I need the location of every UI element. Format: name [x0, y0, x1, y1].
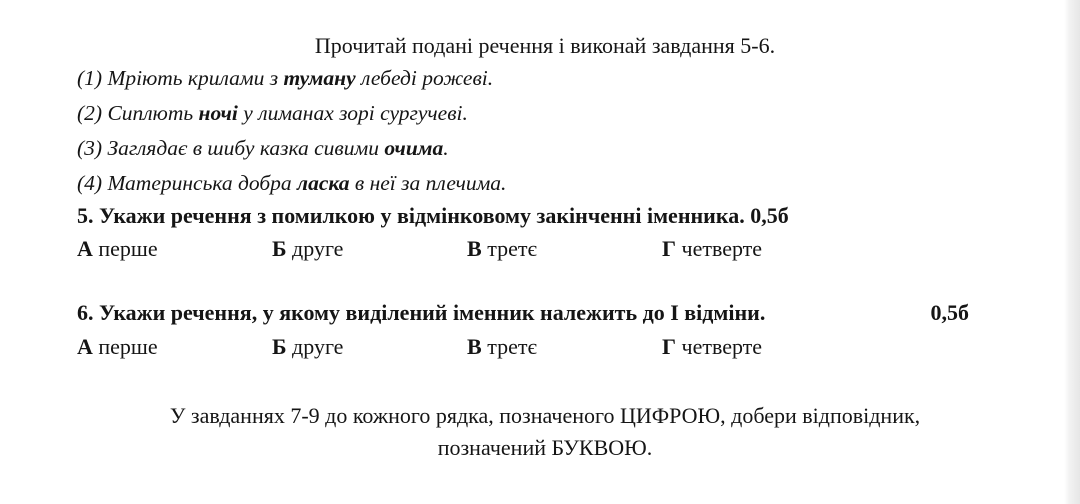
q5-option-a-text: перше [98, 236, 158, 261]
q5-option-b-letter: Б [272, 236, 287, 261]
q5-option-b[interactable] [272, 236, 343, 262]
question-5: 5. Укажи речення з помилкою у відмінковому закінченні іменника. 0,5б [77, 203, 789, 228]
sentence-2-after: у лиманах зорі сургучеві. [237, 101, 468, 125]
sentence-2-bold-noun: ночі [198, 101, 238, 125]
sentence-1-after: лебеді рожеві. [355, 66, 494, 90]
q6-option-b-text: друге [292, 334, 344, 359]
q6-option-c-letter: В [467, 334, 482, 359]
question-6-text: 6. Укажи речення, у якому виділений іменник належить до І відміни. [77, 300, 766, 325]
q5-option-a-letter: А [77, 236, 93, 261]
q5-option-d-letter: Г [662, 236, 676, 261]
q6-option-d[interactable] [662, 334, 762, 360]
q6-option-d-text: четверте [681, 334, 763, 359]
q6-option-c-text: третє [487, 334, 537, 359]
q6-option-b[interactable] [272, 334, 343, 360]
sentence-4 [77, 170, 506, 196]
q6-option-a-text: перше [98, 334, 158, 359]
q6-option-a-letter: А [77, 334, 93, 359]
sentence-3-before: (3) Заглядає в шибу казка сивими [77, 136, 385, 160]
q5-option-c[interactable] [467, 236, 537, 262]
q6-option-a[interactable] [77, 334, 158, 360]
question-6-points: 0,5б [930, 300, 969, 325]
sentence-4-after: в неї за плечима. [349, 171, 507, 195]
sentence-1 [77, 65, 493, 91]
q5-option-a[interactable] [77, 236, 158, 262]
q5-option-b-text: друге [292, 236, 344, 261]
sentence-3-after: . [443, 136, 449, 160]
q6-option-b-letter: Б [272, 334, 287, 359]
q6-option-d-letter: Г [662, 334, 676, 359]
sentence-4-before: (4) Материнська добра [77, 171, 298, 195]
sentence-2-before: (2) Сиплють [77, 101, 199, 125]
instruction-line-1: У завданнях 7-9 до кожного рядка, позначеного ЦИФРОЮ, добери відповідник, [169, 403, 921, 428]
q5-option-d[interactable] [662, 236, 762, 262]
sentence-4-bold-noun: ласка [297, 171, 350, 195]
sentence-1-before: (1) Мріють крилами з [77, 66, 284, 90]
q5-option-d-text: четверте [681, 236, 763, 261]
q6-option-c[interactable] [467, 334, 537, 360]
task-intro: Прочитай подані речення і виконай завдання 5-6. [314, 33, 776, 58]
q5-option-c-text: третє [487, 236, 537, 261]
sentence-3-bold-noun: очима [384, 136, 444, 160]
q5-option-c-letter: В [467, 236, 482, 261]
instruction-7-9 [0, 400, 1080, 464]
sentence-2 [77, 100, 468, 126]
sentence-1-bold-noun: туману [283, 66, 356, 90]
sentence-3 [77, 135, 449, 161]
instruction-line-2: позначений БУКВОЮ. [437, 435, 653, 460]
